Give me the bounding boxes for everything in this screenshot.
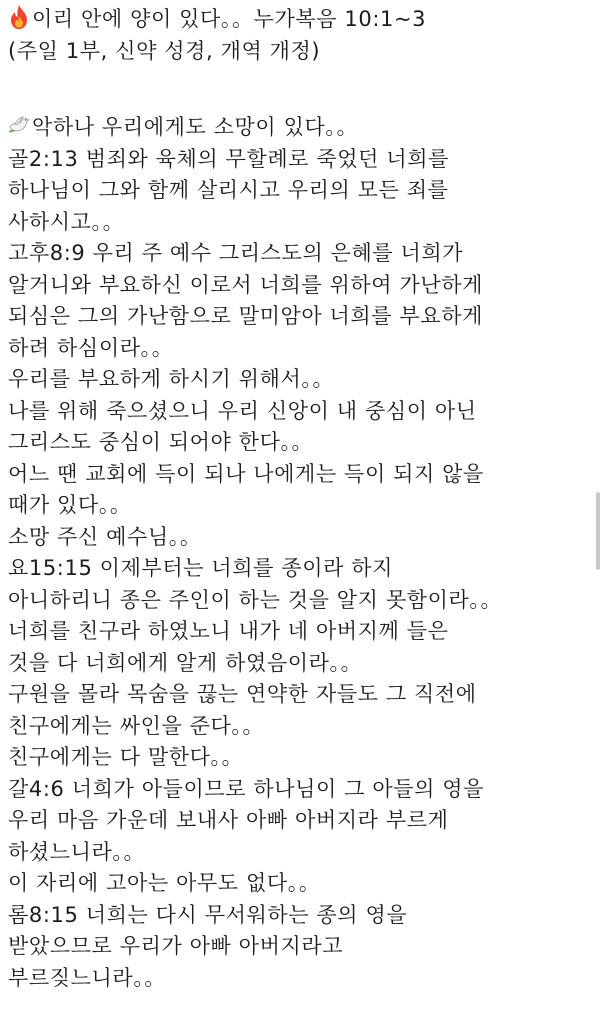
text-line: 되심은 그의 가난함으로 말미암아 너희를 부요하게 xyxy=(8,304,483,328)
title-line-2 xyxy=(8,36,592,68)
text-line: 부르짖느니라。。 xyxy=(8,965,167,990)
text-line: 친구에게는 싸인을 준다。。 xyxy=(8,713,265,738)
sermon-subtitle: (주일 1부, 신약 성경, 개역 개정) xyxy=(8,38,321,63)
section-heading-line xyxy=(8,112,592,144)
text-line: 롬8:15 너희는 다시 무서워하는 종의 영을 xyxy=(8,902,408,927)
text-line: 어느 땐 교회에 득이 되나 나에게는 득이 되지 않을 xyxy=(8,461,484,486)
scrollbar-thumb[interactable] xyxy=(596,492,600,570)
text-line: 우리를 부요하게 하시기 위해서。。 xyxy=(8,367,335,391)
section-heading: 악하나 우리에게도 소망이 있다。。 xyxy=(32,115,359,139)
text-line: 사하시고。。 xyxy=(8,209,125,234)
sermon-title: 이리 안에 양이 있다。。누가복음 10:1~3 xyxy=(32,7,427,31)
text-line: 아니하리니 종은 주인이 하는 것을 알지 못함이라。。 xyxy=(8,587,503,612)
text-line: 알거니와 부요하신 이로서 너희를 위하여 가난하게 xyxy=(8,272,483,297)
text-line: 나를 위해 죽으셨으니 우리 신앙이 내 중심이 아닌 xyxy=(8,398,477,423)
text-line: 그리스도 중심이 되어야 한다。。 xyxy=(8,430,314,454)
blank-spacer xyxy=(8,67,592,112)
text-line: 너희를 친구라 하였노니 내가 네 아버지께 들은 xyxy=(8,619,449,643)
dove-icon xyxy=(8,112,30,138)
text-line: 받았으므로 우리가 아빠 아버지라고 xyxy=(8,934,344,958)
text-line: 고후8:9 우리 주 예수 그리스도의 은혜를 너희가 xyxy=(8,241,464,265)
title-line-1 xyxy=(8,4,592,36)
text-line: 것을 다 너희에게 알게 하였음이라。。 xyxy=(8,650,363,675)
fire-icon xyxy=(8,4,30,30)
text-line: 구원을 몰라 목숨을 끊는 연약한 자들도 그 직전에 xyxy=(8,682,477,706)
text-line: 골2:13 범죄와 육체의 무할례로 죽었던 너희를 xyxy=(8,146,449,171)
text-line: 친구에게는 다 말한다。。 xyxy=(8,745,244,769)
text-line: 우리 마음 가운데 보내사 아빠 아버지라 부르게 xyxy=(8,808,449,832)
text-line: 갈4:6 너희가 아들이므로 하나님이 그 아들의 영을 xyxy=(8,776,485,801)
text-line: 요15:15 이제부터는 너희를 종이라 하지 xyxy=(8,556,394,580)
text-line: 하나님이 그와 함께 살리시고 우리의 모든 죄를 xyxy=(8,178,449,202)
text-line: 하셨느니라。。 xyxy=(8,839,146,864)
text-line: 때가 있다。。 xyxy=(8,493,132,517)
text-line: 소망 주신 예수님。。 xyxy=(8,524,202,549)
text-line: 하려 하심이라。。 xyxy=(8,335,174,360)
text-line: 이 자리에 고아는 아무도 없다。。 xyxy=(8,871,321,895)
